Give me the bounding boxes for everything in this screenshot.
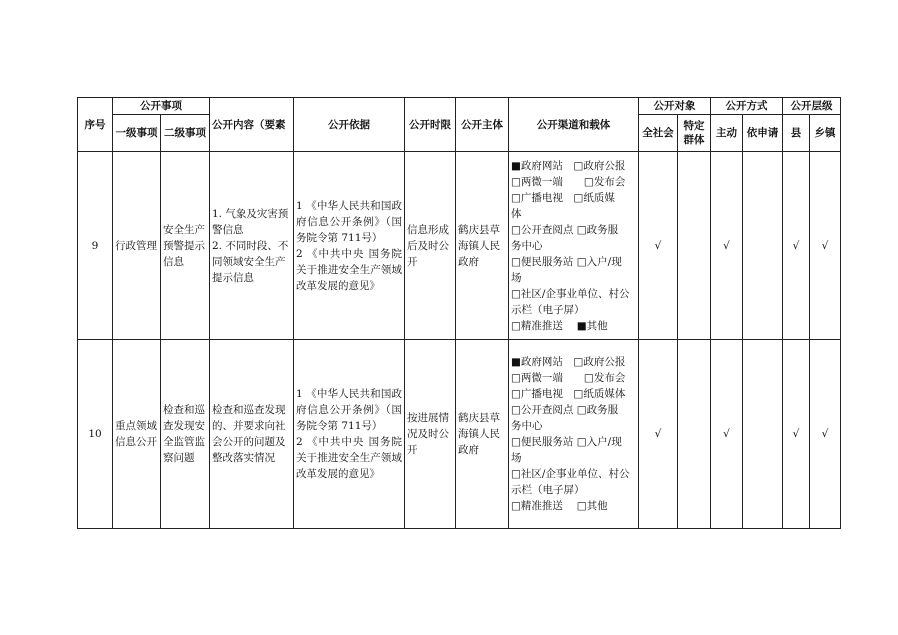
row-time: 信息形成后及时公开 xyxy=(405,152,456,340)
channel-line: ■政府网站 □政府公报 xyxy=(511,159,626,172)
channel-line: □广播电视 □纸质媒 xyxy=(511,191,615,204)
row-content: 1. 气象及灾害预警信息 2. 不同时段、不同领域安全生产提示信息 xyxy=(210,152,294,340)
row-seq: 10 xyxy=(78,340,113,529)
row-active-check: √ xyxy=(711,152,743,340)
row-request-check xyxy=(743,152,783,340)
header-active: 主动 xyxy=(711,115,743,152)
channel-line: □便民服务站 □入户/现 xyxy=(511,255,622,268)
disclosure-table xyxy=(77,97,841,529)
channel-line: □两微一端 □发布会 xyxy=(511,175,626,188)
row-channels xyxy=(509,152,639,340)
row-request-check xyxy=(743,340,783,529)
row-level2: 检查和巡查发现安全监管监察问题 xyxy=(161,340,210,529)
row-time: 按进展情况及时公开 xyxy=(405,340,456,529)
channel-line: □社区/企事业单位、村公 xyxy=(511,468,630,480)
channel-line: 务中心 xyxy=(511,420,543,432)
row-level1: 行政管理 xyxy=(113,152,161,340)
row-seq: 9 xyxy=(78,152,113,340)
row-subject: 鹤庆县草海镇人民政府 xyxy=(456,152,509,340)
header-channels: 公开渠道和载体 xyxy=(509,98,639,152)
channel-line: □公开查阅点 □政务服 xyxy=(511,223,619,236)
row-county-check: √ xyxy=(783,340,810,529)
table-row xyxy=(78,340,841,529)
row-town-check: √ xyxy=(810,152,841,340)
header-subject: 公开主体 xyxy=(456,98,509,152)
channel-line: 示栏（电子屏） xyxy=(511,484,585,496)
header-method: 公开方式 xyxy=(711,98,783,115)
channel-line: □广播电视 □纸质媒体 xyxy=(511,388,626,400)
header-matter: 公开事项 xyxy=(113,98,210,115)
channel-line: □精准推送 □其他 xyxy=(511,500,608,512)
header-specific: 特定群体 xyxy=(678,115,711,152)
header-level1: 一级事项 xyxy=(113,115,161,152)
header-tier: 公开层级 xyxy=(783,98,841,115)
channel-line: 场 xyxy=(511,452,522,464)
channel-line: □精准推送 ■其他 xyxy=(511,319,608,332)
header-society: 全社会 xyxy=(639,115,678,152)
header-seq: 序号 xyxy=(78,98,113,152)
channel-line: □社区/企事业单位、村公 xyxy=(511,287,630,300)
row-subject: 鹤庆县草海镇人民政府 xyxy=(456,340,509,529)
channel-line: 体 xyxy=(511,207,522,220)
table-row xyxy=(78,152,841,340)
header-content: 公开内容（要素 xyxy=(210,98,294,152)
header-time: 公开时限 xyxy=(405,98,456,152)
channel-line: 务中心 xyxy=(511,239,543,252)
row-specific-check xyxy=(678,340,711,529)
row-basis: 1 《中华人民共和国政府信息公开条例》（国务院令第 711号） 2 《中共中央 国务院关于推进安全生产领域改革发展的意见》 xyxy=(294,340,405,529)
channel-line: 示栏（电子屏） xyxy=(511,303,585,316)
row-basis: 1 《中华人民共和国政府信息公开条例》（国务院令第 711号） 2 《中共中央 国务院关于推进安全生产领域改革发展的意见》 xyxy=(294,152,405,340)
channel-line: ■政府网站 □政府公报 xyxy=(511,356,626,368)
row-society-check: √ xyxy=(639,152,678,340)
row-town-check: √ xyxy=(810,340,841,529)
channel-line: 场 xyxy=(511,271,522,284)
row-content: 检查和巡查发现的、并要求向社会公开的问题及整改落实情况 xyxy=(210,340,294,529)
channel-line: □公开查阅点 □政务服 xyxy=(511,404,619,416)
row-specific-check xyxy=(678,152,711,340)
row-active-check: √ xyxy=(711,340,743,529)
header-town: 乡镇 xyxy=(810,115,841,152)
row-county-check: √ xyxy=(783,152,810,340)
row-level1: 重点领域信息公开 xyxy=(113,340,161,529)
header-request: 依申请 xyxy=(743,115,783,152)
row-channels xyxy=(509,340,639,529)
channel-line: □便民服务站 □入户/现 xyxy=(511,436,622,448)
header-level2: 二级事项 xyxy=(161,115,210,152)
header-basis: 公开依据 xyxy=(294,98,405,152)
header-target: 公开对象 xyxy=(639,98,711,115)
header-county: 县 xyxy=(783,115,810,152)
channel-line: □两微一端 □发布会 xyxy=(511,372,626,384)
header-row-1 xyxy=(78,98,841,115)
row-society-check: √ xyxy=(639,340,678,529)
row-level2: 安全生产预警提示信息 xyxy=(161,152,210,340)
